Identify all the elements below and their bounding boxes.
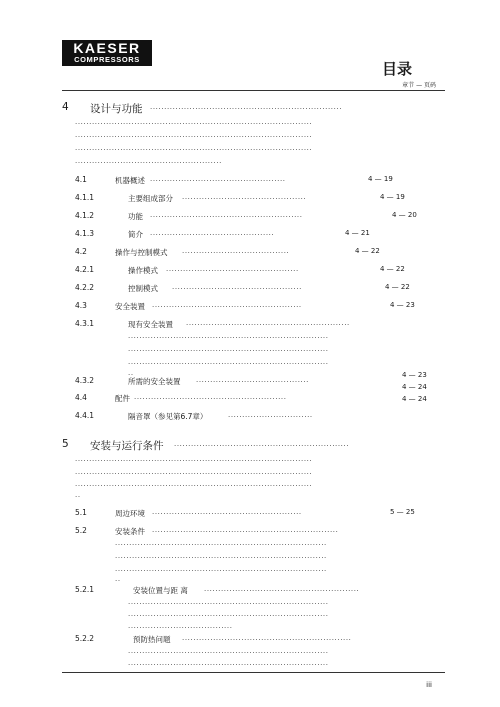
leader-dots: ...................................... — [182, 247, 290, 255]
leader-dots: ........................................ — [196, 376, 310, 384]
leader-dots: ..................................................... — [152, 301, 302, 309]
leader-dots: ........................................................................... — [115, 552, 327, 560]
entry-number: 4.1.1 — [75, 193, 95, 202]
entry-title: 机器概述 — [115, 176, 145, 185]
entry-title: 控制模式 — [128, 284, 158, 293]
leader-dots: ....................................................................... — [128, 332, 329, 340]
entry-title: 安装位置与距 离 — [133, 586, 188, 595]
leader-dots: ............................................... — [166, 265, 299, 273]
logo-line-1: KAESER — [73, 40, 141, 56]
leader-dots: ....................................................... — [204, 585, 360, 593]
leader-dots: ............................................................ — [182, 634, 352, 642]
leader-dots: ........................................................................... — [115, 565, 327, 573]
entry-number: 4.3.1 — [75, 319, 95, 328]
leader-dots: .................................................................................... — [75, 455, 313, 463]
entry-title: 隔音罩（参见第6.7章） — [128, 412, 208, 421]
entry-number: 4.1.3 — [75, 229, 95, 238]
leader-dots: .................................................................................... — [75, 144, 313, 152]
entry-number: 5.1 — [75, 508, 87, 517]
leader-dots: .................................................... — [75, 157, 222, 165]
page-title: 目录 — [381, 60, 412, 78]
leader-dots: ................................................ — [150, 175, 286, 183]
entry-page: 4 — 20 — [392, 211, 417, 219]
leader-dots: ....................................................................... — [128, 345, 329, 353]
entry-page: 4 — 23 — [390, 301, 415, 309]
entry-number: 5.2 — [75, 526, 87, 535]
entry-page: 4 — 22 — [355, 247, 380, 255]
entry-title: 安全装置 — [115, 302, 145, 311]
entry-title: 预防热问题 — [133, 635, 171, 644]
leader-dots: ............................................ — [182, 193, 307, 201]
leader-dots: ....................................................................... — [128, 659, 329, 667]
page-number: iii — [426, 681, 432, 689]
leader-dots: ..................................... — [128, 622, 233, 630]
chapter-number: 4 — [62, 101, 69, 113]
leader-dots: .............................................................. — [174, 440, 350, 448]
entry-page: 4 — 21 — [345, 229, 370, 237]
entry-title: 周边环境 — [115, 509, 145, 518]
leader-dots: ....................................................................... — [128, 358, 329, 366]
leader-dots: ........................................................................... — [115, 539, 327, 547]
header-rule — [62, 90, 445, 91]
entry-number: 4.1.2 — [75, 211, 95, 220]
leader-dots: .............................................. — [172, 283, 302, 291]
leader-dots: .. — [128, 369, 134, 377]
entry-title: 所需的安全装置 — [128, 377, 181, 386]
entry-title: 安装条件 — [115, 527, 145, 536]
entry-number: 4.2 — [75, 247, 87, 256]
leader-dots: ..................................................... — [152, 508, 302, 516]
leader-dots: ............................................ — [150, 229, 275, 237]
entry-number: 5.2.2 — [75, 634, 95, 643]
leader-dots: .. — [115, 575, 121, 583]
chapter-title: 安装与运行条件 — [90, 440, 164, 452]
entry-number: 5.2.1 — [75, 585, 95, 594]
leader-dots: .................................................................................... — [75, 480, 313, 488]
leader-dots: .............................. — [228, 411, 313, 419]
leader-dots: ...................................................... — [134, 393, 287, 401]
leader-dots: .................................................................. — [152, 526, 339, 534]
entry-title: 简介 — [128, 230, 143, 239]
leader-dots: .................................................................................... — [75, 468, 313, 476]
leader-dots: .................................................................... — [150, 103, 343, 111]
entry-title: 操作模式 — [128, 266, 158, 275]
entry-page: 4 — 19 — [380, 193, 405, 201]
entry-title: 主要组成部分 — [128, 194, 173, 203]
leader-dots: .................................................................................... — [75, 118, 313, 126]
leader-dots: .......................................................... — [186, 319, 350, 327]
entry-number: 4.2.1 — [75, 265, 95, 274]
leader-dots: .. — [75, 491, 81, 499]
entry-title: 配件 — [115, 394, 130, 403]
entry-page: 5 — 25 — [390, 508, 415, 516]
chapter-title: 设计与功能 — [90, 103, 143, 115]
entry-page: 4 — 22 — [385, 283, 410, 291]
entry-page: 4 — 23 — [402, 371, 427, 379]
leader-dots: ....................................................................... — [128, 610, 329, 618]
entry-page: 4 — 22 — [380, 265, 405, 273]
entry-number: 4.3 — [75, 301, 87, 310]
entry-number: 4.4 — [75, 393, 87, 402]
kaeser-logo — [62, 40, 152, 66]
logo-line-2: COMPRESSORS — [74, 55, 140, 64]
entry-page: 4 — 19 — [368, 175, 393, 183]
leader-dots: ....................................................................... — [128, 598, 329, 606]
entry-page: 4 — 24 — [402, 395, 427, 403]
leader-dots: ...................................................... — [150, 211, 303, 219]
entry-number: 4.4.1 — [75, 411, 95, 420]
page-subtitle: 章节 — 页码 — [402, 82, 436, 89]
entry-title: 功能 — [128, 212, 143, 221]
entry-page: 4 — 24 — [402, 383, 427, 391]
entry-number: 4.1 — [75, 175, 87, 184]
entry-title: 现有安全装置 — [128, 320, 173, 329]
leader-dots: .................................................................................... — [75, 131, 313, 139]
footer-rule — [62, 672, 445, 673]
entry-title: 操作与控制模式 — [115, 248, 168, 257]
chapter-number: 5 — [62, 438, 69, 450]
leader-dots: ....................................................................... — [128, 647, 329, 655]
entry-number: 4.2.2 — [75, 283, 95, 292]
entry-number: 4.3.2 — [75, 376, 95, 385]
